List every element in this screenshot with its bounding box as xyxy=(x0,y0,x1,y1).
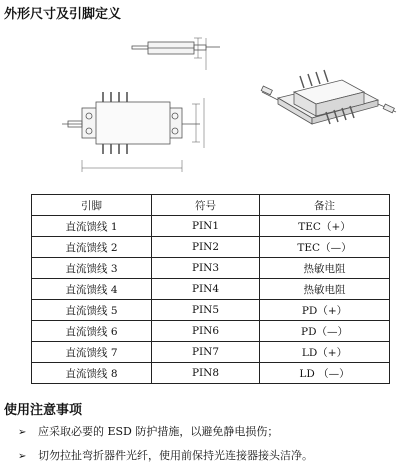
pin-definition-table xyxy=(31,194,390,384)
symbol-cell: PIN1 xyxy=(152,216,260,237)
notes-heading: 使用注意事项 xyxy=(4,403,83,418)
pin-cell: 直流馈线 7 xyxy=(32,342,152,363)
outline-drawing xyxy=(0,0,420,190)
remark-cell: 热敏电阻 xyxy=(260,258,390,279)
arrow-bullet-icon: ➢ xyxy=(18,451,27,462)
symbol-cell: PIN7 xyxy=(152,342,260,363)
remark-cell: LD （—） xyxy=(260,363,390,384)
pin-cell: 直流馈线 3 xyxy=(32,258,152,279)
pin-cell: 直流馈线 5 xyxy=(32,300,152,321)
list-item xyxy=(18,424,313,448)
isometric-view-drawing xyxy=(261,70,396,124)
remark-cell: TEC（+） xyxy=(260,216,390,237)
symbol-cell: PIN2 xyxy=(152,237,260,258)
page-title: 外形尺寸及引脚定义 xyxy=(4,7,122,22)
pin-cell: 直流馈线 6 xyxy=(32,321,152,342)
table-header-row xyxy=(32,195,390,216)
table-row xyxy=(32,342,390,363)
remark-cell: LD（+） xyxy=(260,342,390,363)
symbol-cell: PIN8 xyxy=(152,363,260,384)
symbol-cell: PIN4 xyxy=(152,279,260,300)
remark-cell: PD（—） xyxy=(260,321,390,342)
symbol-cell: PIN3 xyxy=(152,258,260,279)
table-row xyxy=(32,279,390,300)
arrow-bullet-icon: ➢ xyxy=(18,427,27,438)
side-view-drawing xyxy=(132,38,220,70)
top-view-drawing xyxy=(62,92,204,172)
pin-cell: 直流馈线 1 xyxy=(32,216,152,237)
table-row xyxy=(32,237,390,258)
column-header-remark: 备注 xyxy=(260,195,390,216)
table-row xyxy=(32,216,390,237)
table-row xyxy=(32,300,390,321)
remark-cell: TEC（—） xyxy=(260,237,390,258)
pin-cell: 直流馈线 8 xyxy=(32,363,152,384)
pin-cell: 直流馈线 2 xyxy=(32,237,152,258)
pin-cell: 直流馈线 4 xyxy=(32,279,152,300)
column-header-pin: 引脚 xyxy=(32,195,152,216)
note-text: 应采取必要的 ESD 防护措施，以避免静电损伤； xyxy=(38,425,279,438)
symbol-cell: PIN6 xyxy=(152,321,260,342)
table-row xyxy=(32,363,390,384)
symbol-cell: PIN5 xyxy=(152,300,260,321)
column-header-symbol: 符号 xyxy=(152,195,260,216)
notes-list xyxy=(18,424,313,472)
remark-cell: 热敏电阻 xyxy=(260,279,390,300)
table-row xyxy=(32,258,390,279)
table-row xyxy=(32,321,390,342)
note-text: 切勿拉扯弯折器件光纤，使用前保持光连接器接头洁净。 xyxy=(38,449,313,462)
list-item xyxy=(18,448,313,472)
remark-cell: PD（+） xyxy=(260,300,390,321)
